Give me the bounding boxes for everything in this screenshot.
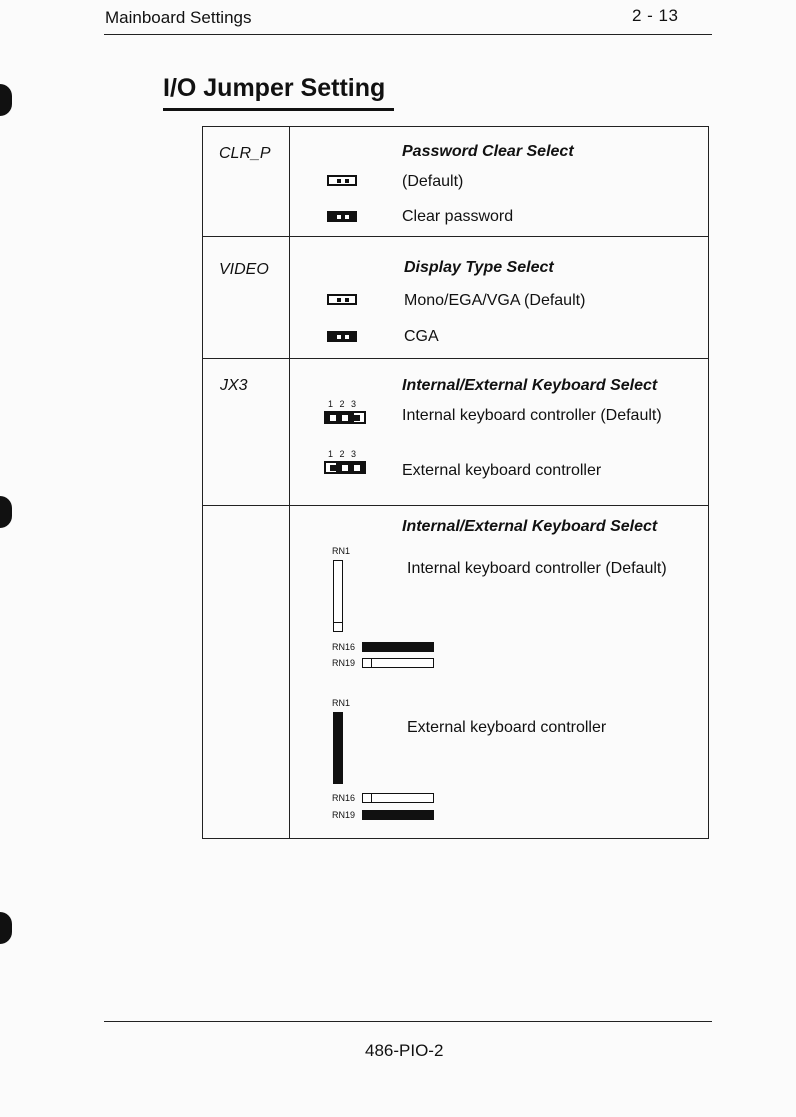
title-underline <box>163 108 394 111</box>
rn19-socket-end <box>371 658 372 668</box>
row-heading-password-clear: Password Clear Select <box>402 143 574 160</box>
rn16-socket-empty <box>362 793 434 803</box>
row-heading-keyboard-select: Internal/External Keyboard Select <box>402 518 658 535</box>
binder-hole <box>0 496 12 528</box>
jumper-2-3-icon <box>324 461 366 474</box>
table-row-divider <box>202 358 709 359</box>
header-rule <box>104 34 712 35</box>
binder-hole <box>0 84 12 116</box>
rn19-label: RN19 <box>332 658 356 668</box>
pin-numbers: 1 2 3 <box>328 399 359 409</box>
footer-rule <box>104 1021 712 1022</box>
table-row-divider <box>202 236 709 237</box>
rn1-socket-end <box>333 622 343 623</box>
rn16-label: RN16 <box>332 793 356 803</box>
jumper-label-video: VIDEO <box>219 261 269 278</box>
table-column-divider <box>289 126 290 839</box>
jumper-label-jx3: JX3 <box>220 377 248 394</box>
option-text: External keyboard controller <box>402 462 602 479</box>
page-title: I/O Jumper Setting <box>163 74 386 102</box>
header-section-title: Mainboard Settings <box>105 8 252 27</box>
jumper-closed-icon <box>327 211 357 222</box>
jumper-label-clr-p: CLR_P <box>219 145 271 162</box>
option-text: Internal keyboard controller (Default) <box>407 560 667 577</box>
row-heading-display-type: Display Type Select <box>404 259 554 276</box>
rn16-socket-end <box>371 793 372 803</box>
rn1-label: RN1 <box>332 698 351 708</box>
rn1-label: RN1 <box>332 546 351 556</box>
table-row-divider <box>202 505 709 506</box>
jumper-open-icon <box>327 294 357 305</box>
jumper-closed-icon <box>327 331 357 342</box>
pin-numbers: 1 2 3 <box>328 449 359 459</box>
rn16-label: RN16 <box>332 642 356 652</box>
rn19-socket-installed <box>362 810 434 820</box>
header-page-number: 2 - 13 <box>632 6 679 25</box>
rn1-socket-installed <box>333 712 343 784</box>
rn19-label: RN19 <box>332 810 356 820</box>
option-text: Clear password <box>402 208 514 225</box>
option-text: (Default) <box>402 173 464 190</box>
rn19-socket-empty <box>362 658 434 668</box>
binder-hole <box>0 912 12 944</box>
jumper-1-2-icon <box>324 411 366 424</box>
option-text: External keyboard controller <box>407 719 607 736</box>
row-heading-keyboard-select: Internal/External Keyboard Select <box>402 377 658 394</box>
option-text: Mono/EGA/VGA (Default) <box>404 292 586 309</box>
option-text: CGA <box>404 328 439 345</box>
rn16-socket-installed <box>362 642 434 652</box>
option-text: Internal keyboard controller (Default) <box>402 407 662 424</box>
footer-model: 486-PIO-2 <box>365 1041 444 1060</box>
jumper-open-icon <box>327 175 357 186</box>
